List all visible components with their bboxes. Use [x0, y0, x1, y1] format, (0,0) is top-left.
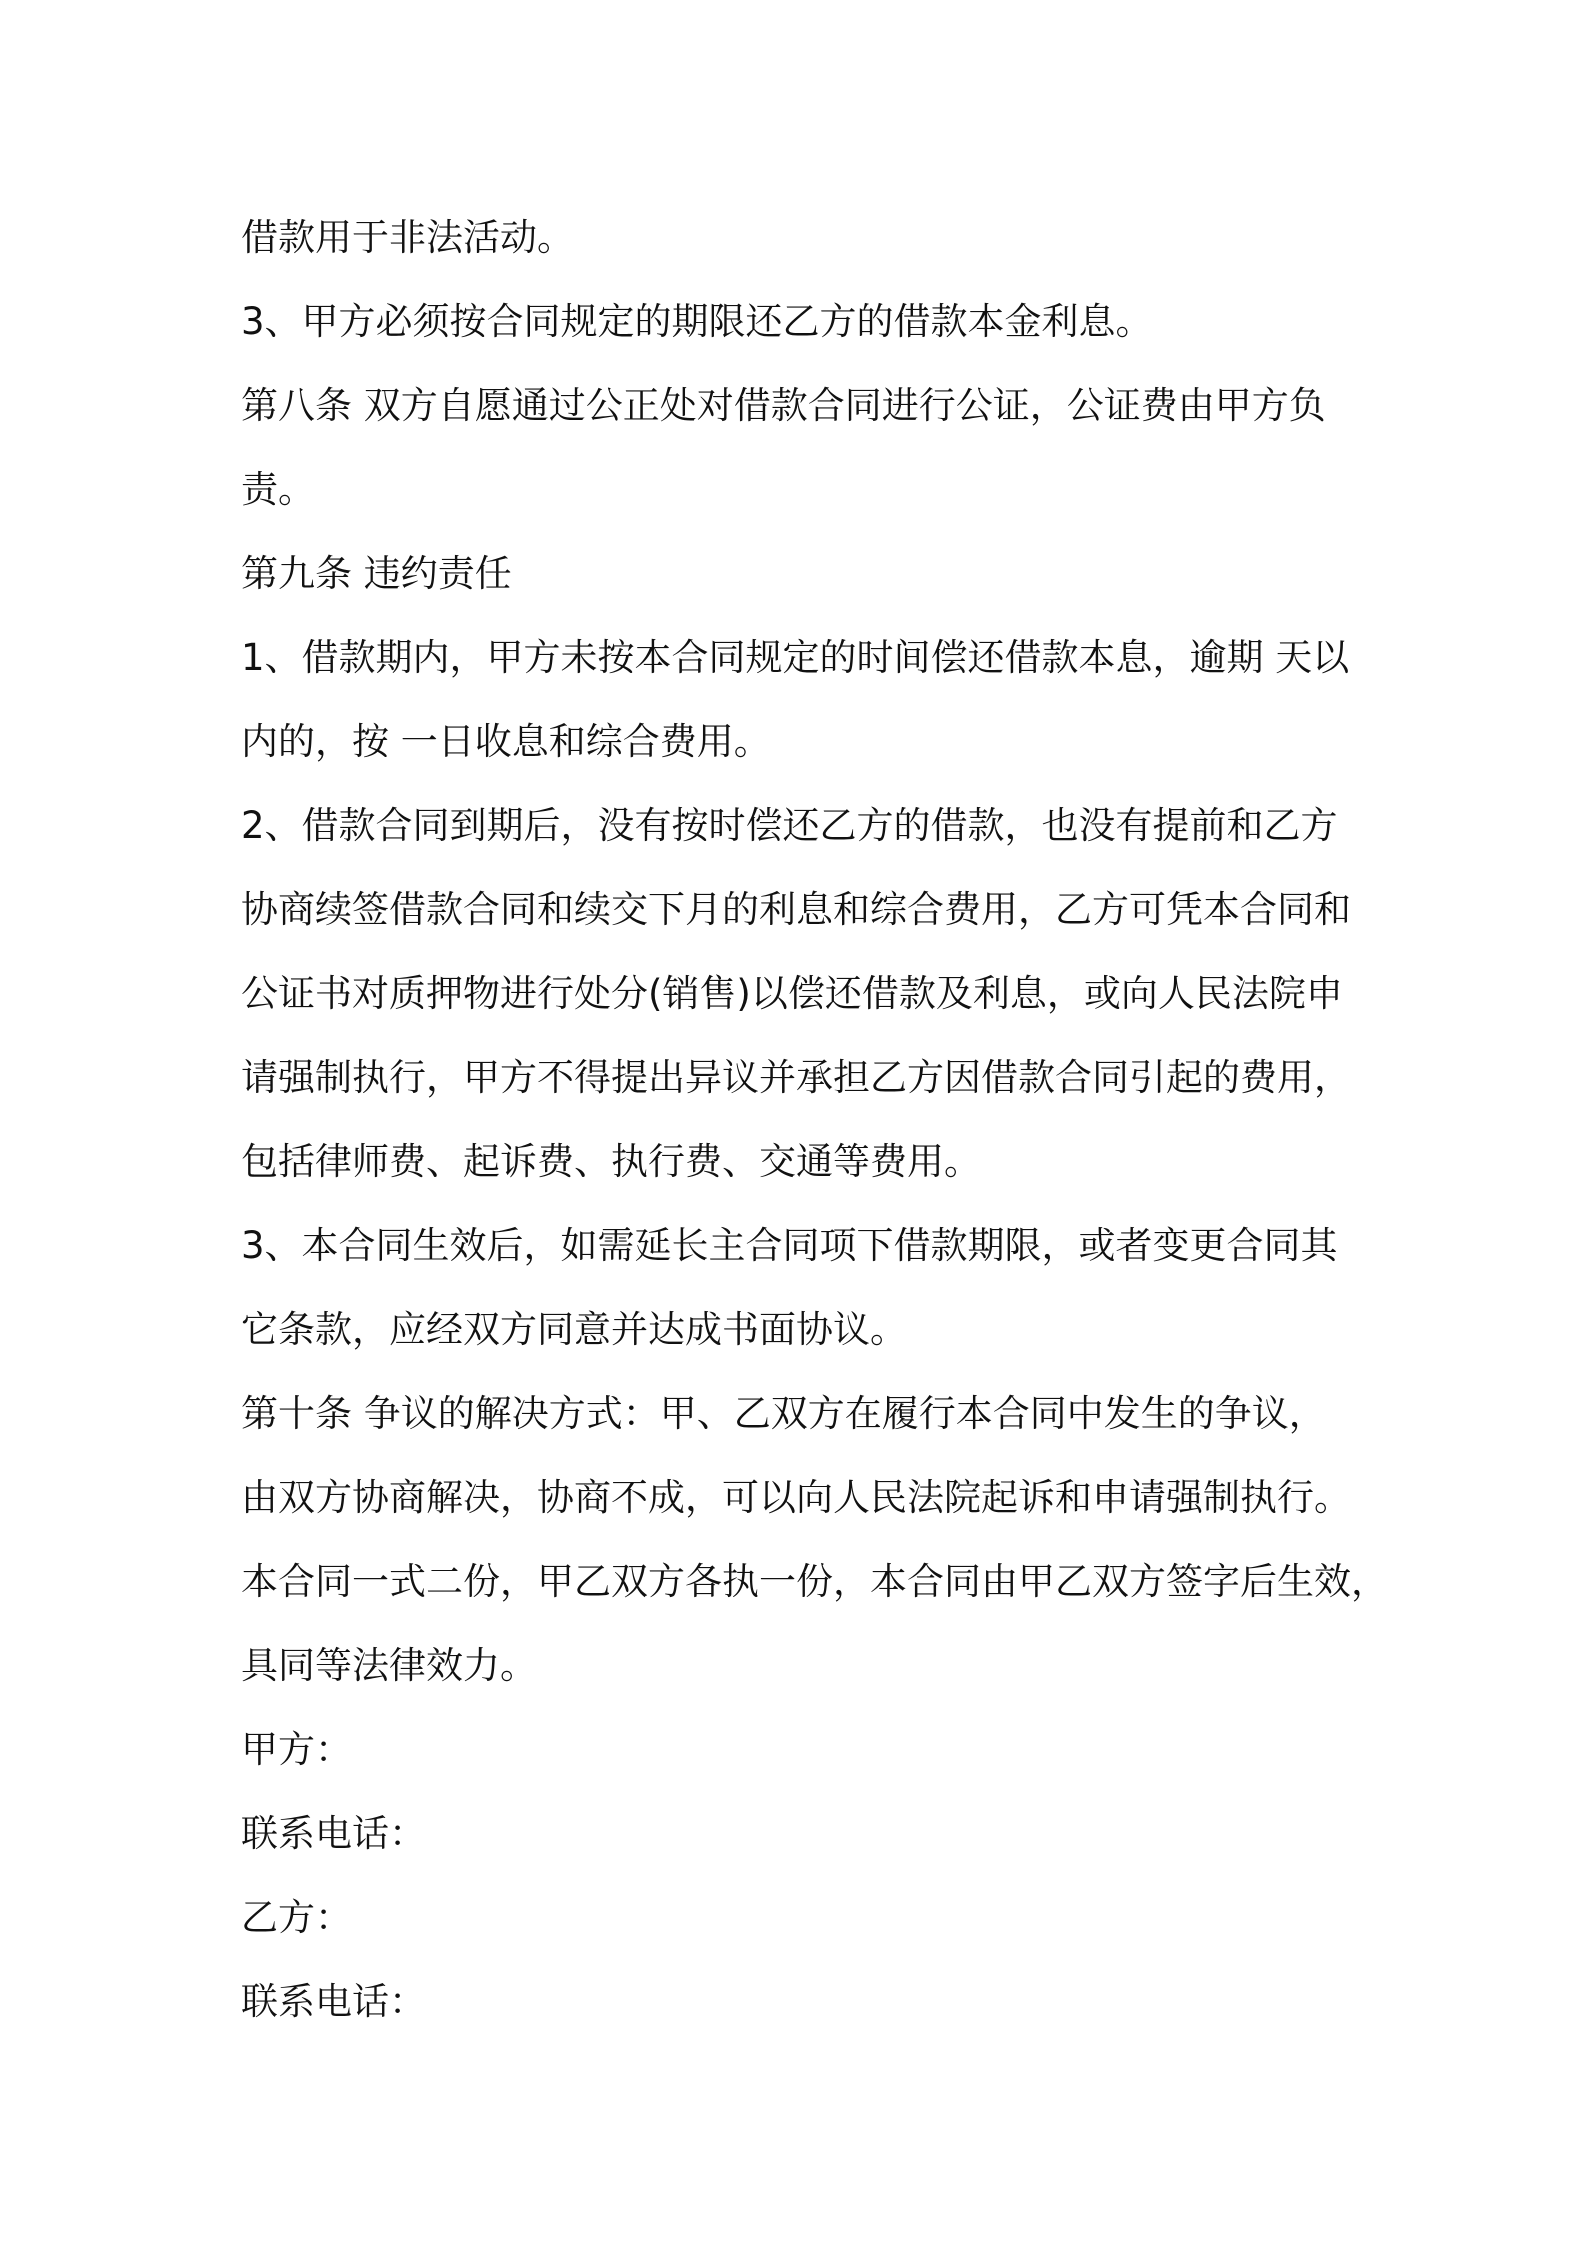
- clause-9-item-2: 2、借款合同到期后，没有按时偿还乙方的借款，也没有提前和乙方: [241, 804, 1338, 847]
- clause-10-text-cont: 由双方协商解决，协商不成，可以向人民法院起诉和申请强制执行。: [241, 1476, 1351, 1519]
- clause-9-item-1: 1、借款期内，甲方未按本合同规定的时间偿还借款本息，逾期 天以: [241, 636, 1350, 679]
- document-page: [241, 196, 1388, 2044]
- clause-9-item-1-cont: 内的，按 一日收息和综合费用。: [241, 720, 771, 763]
- clause-9-item-2-cont: 请强制执行，甲方不得提出异议并承担乙方因借款合同引起的费用，: [241, 1056, 1351, 1099]
- clause-8-text-cont: 责。: [241, 468, 315, 511]
- clause-9-item-3-cont: 它条款，应经双方同意并达成书面协议。: [241, 1308, 907, 1351]
- clause-9-item-2-cont: 包括律师费、起诉费、执行费、交通等费用。: [241, 1140, 981, 1183]
- party-a-phone-label: 联系电话：: [241, 1812, 426, 1855]
- clause-9-item-3: 3、本合同生效后，如需延长主合同项下借款期限，或者变更合同其: [241, 1224, 1338, 1267]
- party-b-label: 乙方：: [241, 1896, 352, 1939]
- party-a-label: 甲方：: [241, 1728, 352, 1771]
- copies-clause-cont: 具同等法律效力。: [241, 1644, 537, 1687]
- clause-9-item-2-cont: 协商续签借款合同和续交下月的利息和综合费用，乙方可凭本合同和: [241, 888, 1351, 931]
- clause-9-heading: 第九条 违约责任: [241, 552, 512, 595]
- text-line: 借款用于非法活动。: [241, 216, 574, 259]
- clause-10-text: 第十条 争议的解决方式：甲、乙双方在履行本合同中发生的争议，: [241, 1392, 1326, 1435]
- copies-clause: 本合同一式二份，甲乙双方各执一份，本合同由甲乙双方签字后生效，: [241, 1560, 1388, 1603]
- clause-7-item-3: 3、甲方必须按合同规定的期限还乙方的借款本金利息。: [241, 300, 1153, 343]
- clause-9-item-2-cont: 公证书对质押物进行处分(销售)以偿还借款及利息，或向人民法院申: [241, 972, 1343, 1015]
- party-b-phone-label: 联系电话：: [241, 1980, 426, 2023]
- clause-8-text: 第八条 双方自愿通过公正处对借款合同进行公证，公证费由甲方负: [241, 384, 1326, 427]
